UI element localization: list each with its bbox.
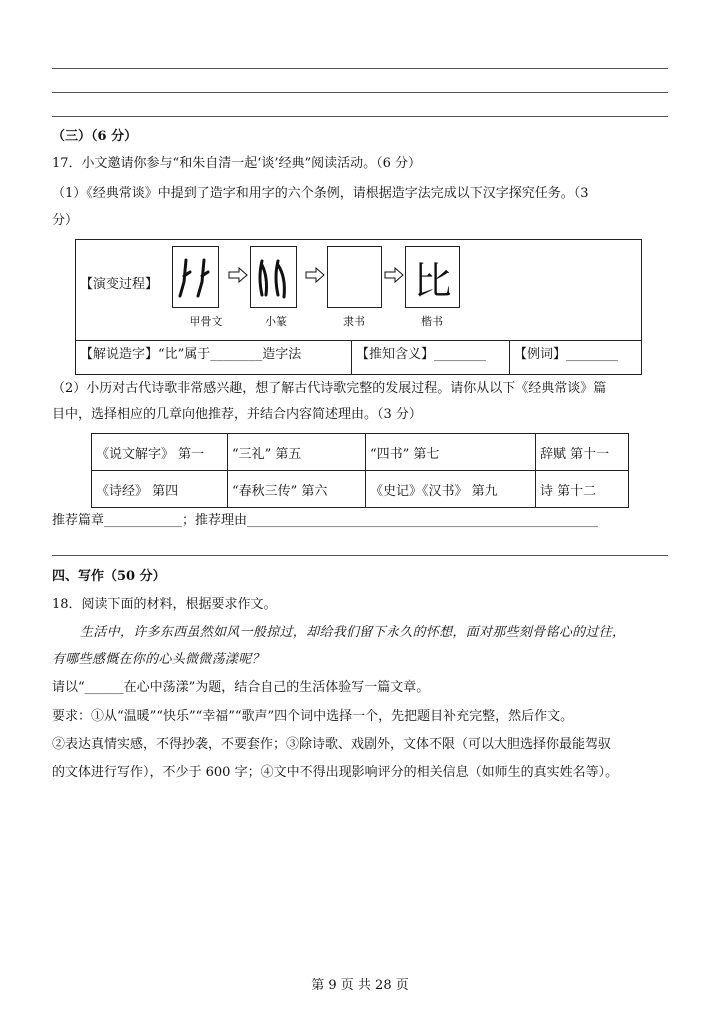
q18-material-line2: 有哪些感慨在你的心头微微荡漾呢？ bbox=[52, 652, 265, 667]
answer-line-4 bbox=[52, 555, 668, 556]
q17-part2-line1: （2）小历对古代诗歌非常感兴趣，想了解古代诗歌完整的发展过程。请你从以下《经典常谈》篇 bbox=[52, 381, 607, 396]
section4-heading: 四、写作（50 分） bbox=[52, 569, 166, 584]
q17-part2-line2: 目中，选择相应的几章向他推荐，并结合内容简述理由。（3 分） bbox=[52, 407, 422, 422]
q18-stem: 18．阅读下面的材料，根据要求作文。 bbox=[52, 597, 277, 612]
explain-blank[interactable]: 【解说造字】“比”属于________造字法 bbox=[80, 347, 302, 362]
example-blank[interactable]: 【例词】________ bbox=[514, 347, 619, 362]
q18-prompt: 请以“______在心中荡漾”为题，结合自己的生活体验写一篇文章。 bbox=[52, 680, 430, 695]
small-seal-glyph-box bbox=[250, 246, 297, 308]
stage-label-oracle: 甲骨文 bbox=[189, 315, 223, 328]
small-seal-glyph bbox=[254, 251, 294, 303]
arrow-icon-3 bbox=[384, 266, 404, 284]
regular-script-glyph-box bbox=[405, 246, 460, 308]
q18-requirement-line1: 要求：①从“温暖”“快乐”“幸福”“歌声”四个词中选择一个，先把题目补充完整，然后作文。 bbox=[52, 709, 574, 724]
table-row bbox=[92, 434, 629, 471]
q18-requirement-line3: 的文体进行写作），不少于 600 字；④文中不得出现影响评分的相关信息（如师生的真实姓名等）。 bbox=[52, 765, 619, 780]
chapter-cell: 《诗经》 第四 bbox=[92, 471, 228, 508]
evolution-col-divider-1 bbox=[351, 340, 352, 375]
evolution-label: 【演变过程】 bbox=[80, 277, 159, 292]
arrow-icon-1 bbox=[228, 266, 248, 284]
section3-heading: （三）（6 分） bbox=[52, 129, 138, 144]
table-row bbox=[92, 471, 629, 508]
chapter-cell: “三礼” 第五 bbox=[228, 434, 366, 471]
chapter-cell: “春秋三传” 第六 bbox=[228, 471, 366, 508]
stage-label-regular: 楷书 bbox=[421, 315, 443, 328]
chapter-table bbox=[91, 433, 629, 508]
clerical-script-blank-box bbox=[327, 246, 382, 308]
chapter-cell: 诗 第十二 bbox=[536, 471, 629, 508]
arrow-icon-2 bbox=[305, 266, 325, 284]
q18-material-line1: 生活中，许多东西虽然如风一般掠过，却给我们留下永久的怀想，面对那些刻骨铭心的过往， bbox=[80, 625, 626, 640]
q18-requirement-line2: ②表达真情实感，不得抄袭，不要套作；③除诗歌、戏剧外，文体不限（可以大胆选择你最能驾驭 bbox=[52, 737, 612, 752]
page-footer: 第 9 页 共 28 页 bbox=[311, 978, 409, 993]
chapter-cell: 《说文解字》 第一 bbox=[92, 434, 228, 471]
chapter-cell: “四书” 第七 bbox=[366, 434, 536, 471]
oracle-bone-glyph-box bbox=[172, 246, 219, 308]
stage-label-seal: 小篆 bbox=[265, 315, 287, 328]
chapter-cell: 辞赋 第十一 bbox=[536, 434, 629, 471]
q17-part1-line2: 分） bbox=[52, 213, 79, 228]
chapter-cell: 《史记》《汉书》 第九 bbox=[366, 471, 536, 508]
regular-script-glyph: 比 bbox=[413, 258, 452, 303]
oracle-bone-glyph bbox=[176, 252, 216, 302]
q17-part1-line1: （1）《经典常谈》中提到了造字和用字的六个条例，请根据造字法完成以下汉字探究任务。（3 bbox=[52, 186, 589, 201]
recommend-line[interactable]: 推荐篇章____________；推荐理由______________________________________________________ bbox=[52, 513, 599, 528]
stage-label-clerical: 隶书 bbox=[343, 315, 365, 328]
meaning-blank[interactable]: 【推知含义】________ bbox=[356, 347, 487, 362]
answer-line-1 bbox=[52, 68, 668, 69]
answer-line-3 bbox=[52, 116, 668, 117]
evolution-row-divider bbox=[76, 340, 641, 341]
answer-line-2 bbox=[52, 92, 668, 93]
q17-stem: 17．小文邀请你参与“和朱自清一起‘谈’经典”阅读活动。（6 分） bbox=[52, 156, 422, 171]
evolution-col-divider-2 bbox=[509, 340, 510, 375]
